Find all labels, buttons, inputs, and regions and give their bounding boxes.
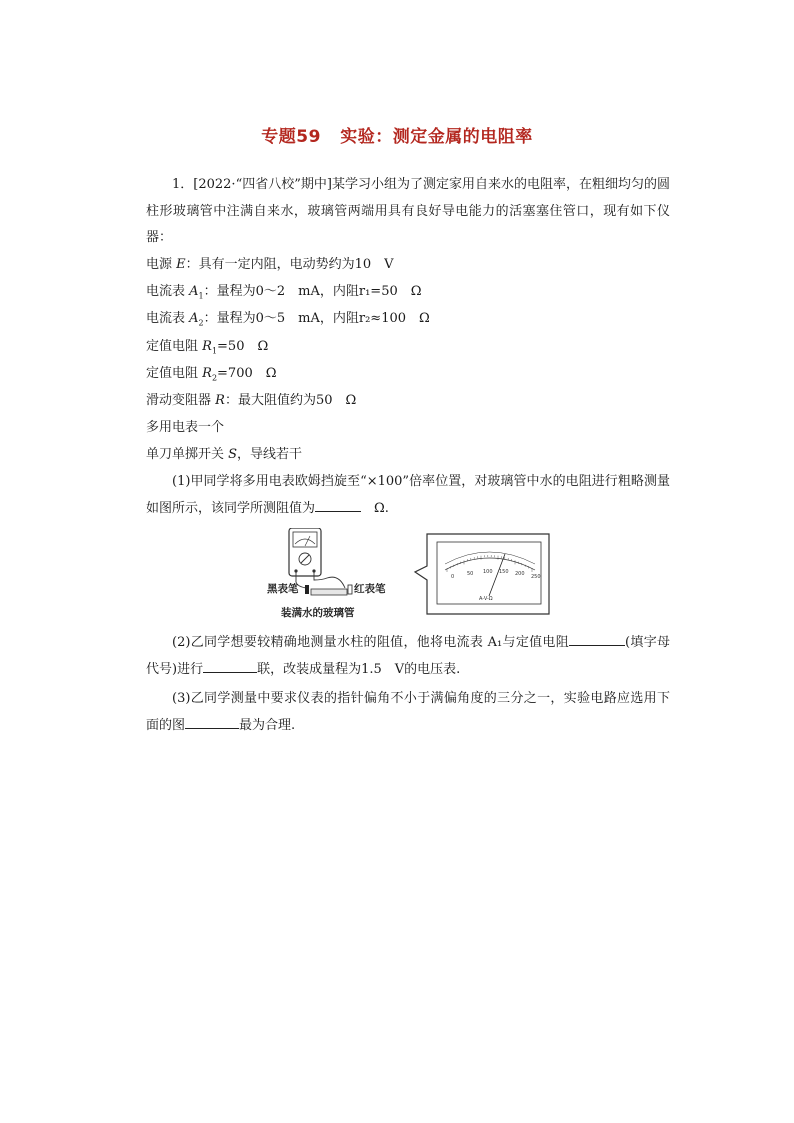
title-text: 实验：测定金属的电阻率 [340,127,533,147]
instrument-spec: ：量程为0～2 mA，内阻r₁=50 Ω [203,284,422,299]
instrument-symbol: R [215,393,225,408]
instrument-symbol: R [202,366,212,381]
instrument-label: 单刀单掷开关 [146,447,229,462]
instrument-item [146,282,422,307]
scale-tick-label: 150 [499,569,509,576]
instrument-label: 滑动变阻器 [146,393,216,408]
instrument-item [146,255,394,280]
part3-text [146,686,670,739]
instrument-item [146,418,224,443]
scale-tick-label: 50 [467,571,474,578]
tube-caption: 装满水的玻璃管 [281,607,355,619]
scale-tick-label: 0 [451,574,455,580]
part1-text [146,469,670,522]
question-intro: 1．[2022·“四省八校”期中]某学习小组为了测定家用自来水的电阻率，在粗细均匀的圆柱形玻璃管中注满自来水，玻璃管两端用具有良好导电能力的活塞塞住管口，现有如下仪器： [146,177,670,245]
instrument-symbol: R [202,339,212,354]
scale-tick-label: 250 [531,574,541,580]
glass-tube [311,589,347,595]
part3-t2: 最为合理. [239,717,296,733]
part2-blank-connection[interactable] [203,658,257,673]
part2-t3: 联，改装成量程为1.5 V的电压表. [257,661,461,677]
part3-answer-blank[interactable] [185,714,239,729]
part2-t1: (2)乙同学想要较精确地测量水柱的阻值，他将电流表 A₁与定值电阻 [172,635,570,650]
instrument-label: 定值电阻 [146,366,203,381]
page-title [0,122,794,147]
instrument-subscript: 2 [198,318,204,328]
instrument-label: 定值电阻 [146,339,203,354]
instrument-item [146,364,277,389]
instrument-symbol: S [228,447,238,462]
red-probe-icon [348,585,352,594]
instrument-label: 电源 [146,257,177,272]
instrument-subscript: 1 [211,346,218,356]
instrument-item [146,391,356,416]
instrument-item [146,309,430,334]
meter-label: A-V-Ω [479,596,493,602]
instrument-symbol: A [189,284,199,299]
instrument-item [146,337,268,362]
scale-tick-label: 100 [483,569,493,576]
multimeter-display [293,532,317,547]
instrument-symbol: E [176,257,186,272]
instrument-spec: =700 Ω [217,366,277,381]
black-probe-icon [305,585,309,594]
part3-t1: (3)乙同学测量中要求仪表的指针偏角不小于满偏角度的三分之一，实验电路应选用下面的图 [146,691,670,733]
instrument-spec: ：具有一定内阻，电动势约为10 V [185,257,394,272]
part1-after: Ω. [361,500,389,516]
title-prefix: 专题59 [261,127,321,147]
instrument-spec: ：最大阻值约为50 Ω [224,393,357,408]
instrument-label: 多用电表一个 [146,420,225,435]
instrument-subscript: 2 [211,373,218,383]
part1-answer-blank[interactable] [315,497,361,512]
part2-text [146,630,670,683]
instrument-spec: =50 Ω [217,339,269,354]
instrument-subscript: 1 [198,291,204,301]
instrument-label: 电流表 [146,311,190,326]
black-probe-label: 黑表笔 [267,583,299,595]
part2-t2: (填字母代号)进行 [146,635,670,677]
instrument-label: 电流表 [146,284,190,299]
scale-tick-label: 200 [515,571,525,578]
part2-blank-resistor[interactable] [569,631,625,646]
part1-before: (1)甲同学将多用电表欧姆挡旋至“×100”倍率位置，对玻璃管中水的电阻进行粗略测量如图所示，该同学所测阻值为 [146,474,670,516]
instrument-symbol: A [189,311,199,326]
red-probe-label: 红表笔 [354,583,386,595]
instrument-spec: ：量程为0～5 mA，内阻r₂≈100 Ω [203,311,430,326]
instrument-item [146,445,302,470]
multimeter-figure [267,528,552,620]
instrument-spec: ，导线若干 [237,447,303,462]
